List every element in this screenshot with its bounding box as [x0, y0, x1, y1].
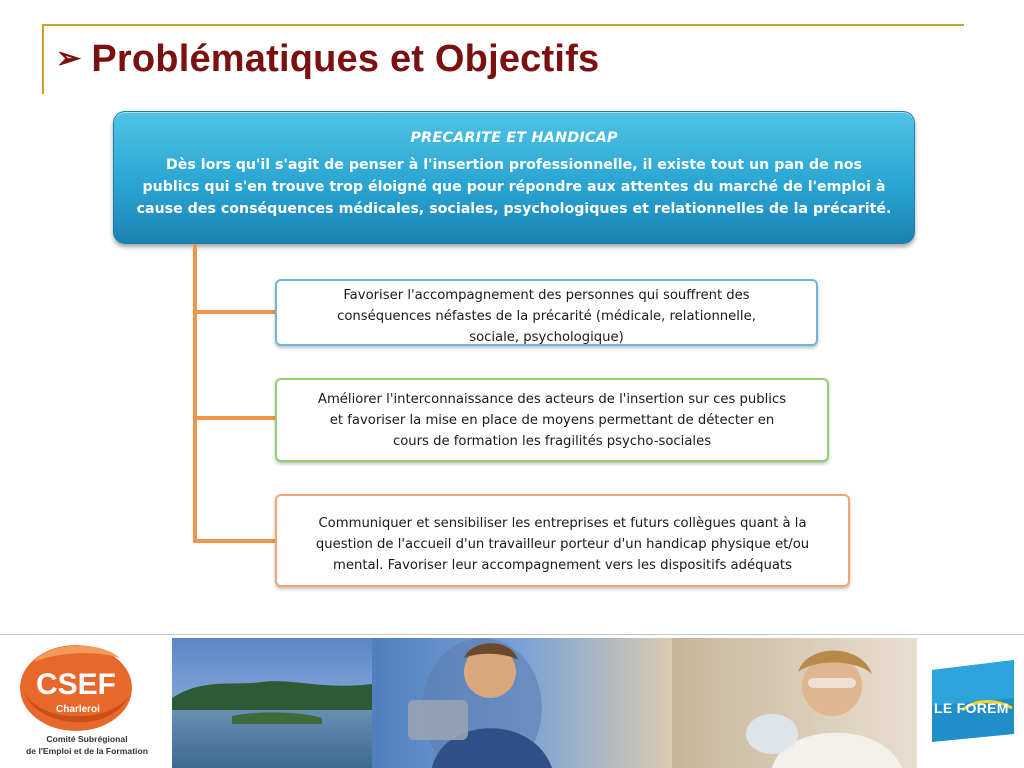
objective-box-accompagnement [275, 279, 818, 346]
precarite-handicap-box [113, 111, 915, 244]
objective-line: conséquences néfastes de la précarité (médicale, relationnelle, [337, 309, 756, 324]
main-box-line: Dès lors qu'il s'agit de penser à l'insertion professionnelle, il existe tout un pan de nos [166, 157, 862, 173]
title-left-rule [42, 24, 44, 94]
slide-title [56, 38, 599, 81]
footer-photo-banner [172, 638, 917, 768]
main-box-heading: PRECARITE ET HANDICAP [410, 130, 618, 146]
main-box-line: cause des conséquences médicales, sociales, psychologiques et relationnelles de la précarité. [136, 201, 892, 217]
objective-line: question de l'accueil d'un travailleur porteur d'un handicap physique et/ou [315, 537, 810, 552]
csef-badge-icon [16, 642, 134, 732]
slide-title-text: Problématiques et Objectifs [91, 38, 600, 80]
photo-collage-image [172, 638, 917, 768]
objective-box-communiquer [275, 494, 850, 587]
arrow-bullet-icon: ➢ [56, 42, 82, 75]
csef-logo-subtext: Charleroi [56, 704, 100, 715]
objective-line: mental. Favoriser leur accompagnement vers les dispositifs adéquats [333, 558, 792, 573]
csef-caption-line: Comité Subrégional [46, 734, 128, 744]
objective-box-interconnaissance [275, 378, 829, 462]
csef-logo [12, 640, 162, 766]
csef-caption-line: de l'Emploi et de la Formation [26, 746, 148, 756]
csef-logo-text: CSEF [35, 668, 117, 701]
objective-line: cours de formation les fragilités psycho-sociales [392, 434, 712, 449]
forem-logo-text: LE FOREM [934, 700, 1009, 716]
objective-line: sociale, psychologique) [469, 330, 624, 345]
forem-logo [928, 658, 1018, 744]
objective-line: Communiquer et sensibiliser les entreprises et futurs collègues quant à la [318, 516, 807, 531]
main-box-text [128, 154, 900, 220]
connector-vertical [193, 244, 197, 543]
title-top-rule [42, 24, 964, 26]
connector-branch-3 [193, 539, 279, 543]
objective-line: Améliorer l'interconnaissance des acteurs de l'insertion sur ces publics [317, 392, 787, 407]
main-box-line: publics qui s'en trouve trop éloigné que pour répondre aux attentes du marché de l'emploi à [142, 179, 886, 195]
objective-line: et favoriser la mise en place de moyens permettant de détecter en [329, 413, 775, 428]
csef-caption [12, 733, 162, 757]
connector-branch-2 [193, 416, 277, 420]
connector-branch-1 [193, 310, 277, 314]
objective-line: Favoriser l'accompagnement des personnes qui souffrent des [343, 288, 750, 303]
